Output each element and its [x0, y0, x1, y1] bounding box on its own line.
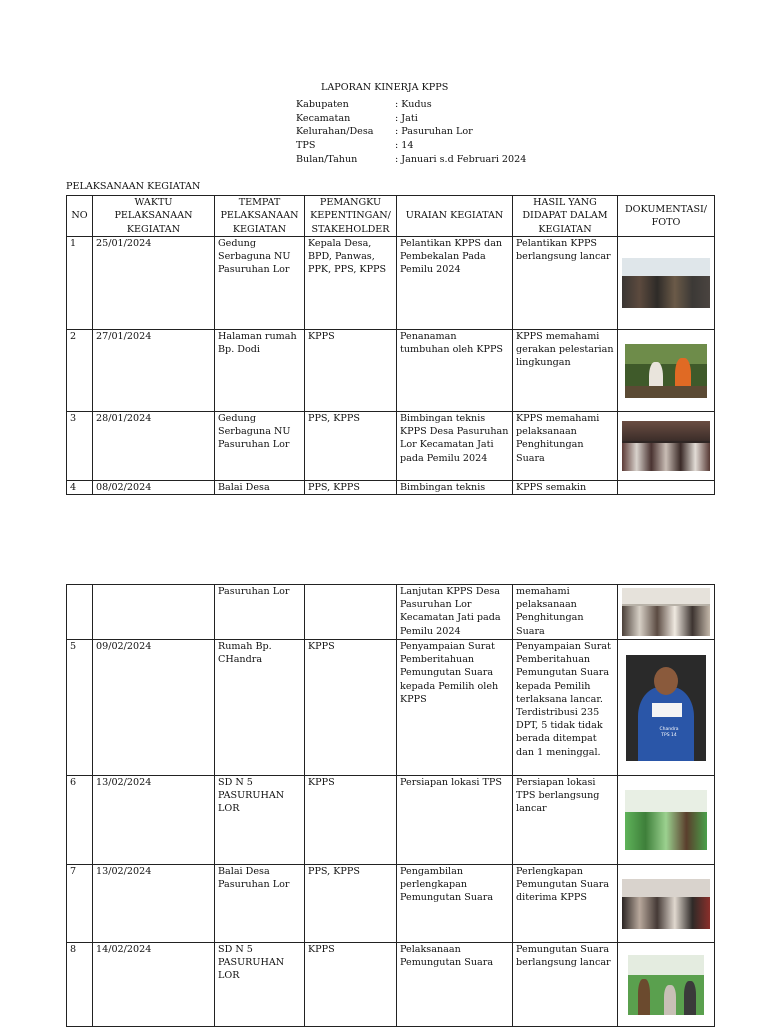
meta-value: : Januari s.d Februari 2024 — [395, 154, 527, 165]
cell-hasil: memahami pelaksanaan Penghitungan Suara — [513, 585, 618, 640]
cell-waktu: 09/02/2024 — [93, 640, 215, 776]
cell-pemangku: PPS, KPPS — [305, 412, 397, 481]
report-title: LAPORAN KINERJA KPPS — [321, 82, 449, 93]
table-row — [67, 776, 715, 865]
cell-waktu: 28/01/2024 — [93, 412, 215, 481]
cell-foto — [618, 330, 715, 412]
meta-label: TPS — [296, 140, 316, 151]
cell-waktu: 14/02/2024 — [93, 943, 215, 1027]
cell-waktu: 25/01/2024 — [93, 237, 215, 330]
meta-label: Bulan/Tahun — [296, 154, 358, 165]
header-dokumentasi: DOKUMENTASI/ FOTO — [618, 196, 715, 237]
cell-waktu — [93, 585, 215, 640]
meta-label: Kecamatan — [296, 113, 351, 124]
table-row — [67, 237, 715, 330]
photo-pengambilan-logistik — [622, 879, 710, 929]
table-row — [67, 412, 715, 481]
table-row — [67, 865, 715, 943]
cell-hasil: KPPS memahami pelaksanaan Penghitungan Suara — [513, 412, 618, 481]
cell-uraian: Pengambilan perlengkapan Pemungutan Suara — [397, 865, 513, 943]
cell-no: 1 — [67, 237, 93, 330]
cell-hasil: Persiapan lokasi TPS berlangsung lancar — [513, 776, 618, 865]
table-row — [67, 481, 715, 495]
table-header-row — [67, 196, 715, 237]
cell-no: 4 — [67, 481, 93, 495]
cell-no: 3 — [67, 412, 93, 481]
meta-value: : Pasuruhan Lor — [395, 126, 473, 137]
cell-tempat: Gedung Serbaguna NU Pasuruhan Lor — [215, 237, 305, 330]
cell-no: 5 — [67, 640, 93, 776]
meta-value: : Kudus — [395, 99, 432, 110]
cell-hasil: Penyampaian Surat Pemberitahuan Pemungutan Suara kepada Pemilih terlaksana lancar. Terdistribusi 235 DPT, 5 tidak tidak berada ditempat dan 1 meninggal. — [513, 640, 618, 776]
header-no: NO — [67, 196, 93, 237]
table-row — [67, 330, 715, 412]
section-label: PELAKSANAAN KEGIATAN — [66, 181, 201, 192]
photo-bimtek-lanjutan — [622, 588, 710, 636]
cell-waktu: 27/01/2024 — [93, 330, 215, 412]
table-row — [67, 943, 715, 1027]
cell-hasil: Perlengkapan Pemungutan Suara diterima KPPS — [513, 865, 618, 943]
cell-waktu: 08/02/2024 — [93, 481, 215, 495]
cell-hasil: Pemungutan Suara berlangsung lancar — [513, 943, 618, 1027]
cell-uraian: Persiapan lokasi TPS — [397, 776, 513, 865]
cell-pemangku — [305, 585, 397, 640]
meta-label: Kabupaten — [296, 99, 349, 110]
cell-pemangku: PPS, KPPS — [305, 865, 397, 943]
cell-tempat: Rumah Bp. CHandra — [215, 640, 305, 776]
cell-pemangku: KPPS — [305, 640, 397, 776]
cell-uraian: Pelaksanaan Pemungutan Suara — [397, 943, 513, 1027]
header-hasil: HASIL YANG DIDAPAT DALAM KEGIATAN — [513, 196, 618, 237]
activity-table-page2 — [66, 584, 715, 1027]
meta-label: Kelurahan/Desa — [296, 126, 374, 137]
table-row — [67, 585, 715, 640]
cell-tempat: Balai Desa — [215, 481, 305, 495]
cell-no: 7 — [67, 865, 93, 943]
cell-foto — [618, 585, 715, 640]
meta-value: : 14 — [395, 140, 414, 151]
tps-sign: Chandra TPS 14 — [659, 726, 679, 738]
cell-foto — [618, 237, 715, 330]
cell-no: 6 — [67, 776, 93, 865]
cell-uraian: Bimbingan teknis — [397, 481, 513, 495]
cell-uraian: Bimbingan teknis KPPS Desa Pasuruhan Lor Kecamatan Jati pada Pemilu 2024 — [397, 412, 513, 481]
cell-tempat: Pasuruhan Lor — [215, 585, 305, 640]
cell-hasil: KPPS memahami gerakan pelestarian lingkungan — [513, 330, 618, 412]
activity-table-page1 — [66, 195, 715, 495]
photo-pemungutan-suara — [628, 955, 704, 1015]
cell-uraian: Penyampaian Surat Pemberitahuan Pemungutan Suara kepada Pemilih oleh KPPS — [397, 640, 513, 776]
cell-uraian: Pelantikan KPPS dan Pembekalan Pada Pemilu 2024 — [397, 237, 513, 330]
header-pemangku: PEMANGKU KEPENTINGAN/ STAKEHOLDER — [305, 196, 397, 237]
cell-waktu: 13/02/2024 — [93, 865, 215, 943]
cell-tempat: Gedung Serbaguna NU Pasuruhan Lor — [215, 412, 305, 481]
photo-persiapan-tps — [625, 790, 707, 850]
cell-hasil: Pelantikan KPPS berlangsung lancar — [513, 237, 618, 330]
photo-penanaman — [625, 344, 707, 398]
cell-pemangku: KPPS — [305, 330, 397, 412]
photo-surat-pemberitahuan — [626, 655, 706, 761]
cell-tempat: SD N 5 PASURUHAN LOR — [215, 943, 305, 1027]
meta-value: : Jati — [395, 113, 418, 124]
cell-no: 2 — [67, 330, 93, 412]
photo-pelantikan — [622, 258, 710, 308]
cell-tempat: Halaman rumah Bp. Dodi — [215, 330, 305, 412]
table-row — [67, 640, 715, 776]
cell-tempat: Balai Desa Pasuruhan Lor — [215, 865, 305, 943]
cell-foto — [618, 865, 715, 943]
cell-foto — [618, 640, 715, 776]
cell-foto — [618, 481, 715, 495]
header-uraian: URAIAN KEGIATAN — [397, 196, 513, 237]
cell-foto — [618, 412, 715, 481]
header-tempat: TEMPAT PELAKSANAAN KEGIATAN — [215, 196, 305, 237]
cell-pemangku: KPPS — [305, 776, 397, 865]
cell-pemangku: KPPS — [305, 943, 397, 1027]
cell-no: 8 — [67, 943, 93, 1027]
cell-pemangku: Kepala Desa, BPD, Panwas, PPK, PPS, KPPS — [305, 237, 397, 330]
cell-foto — [618, 776, 715, 865]
cell-pemangku: PPS, KPPS — [305, 481, 397, 495]
cell-hasil: KPPS semakin — [513, 481, 618, 495]
cell-no — [67, 585, 93, 640]
photo-bimtek — [622, 421, 710, 471]
cell-tempat: SD N 5 PASURUHAN LOR — [215, 776, 305, 865]
cell-uraian: Lanjutan KPPS Desa Pasuruhan Lor Kecamatan Jati pada Pemilu 2024 — [397, 585, 513, 640]
header-waktu: WAKTU PELAKSANAAN KEGIATAN — [93, 196, 215, 237]
cell-uraian: Penanaman tumbuhan oleh KPPS — [397, 330, 513, 412]
cell-waktu: 13/02/2024 — [93, 776, 215, 865]
cell-foto — [618, 943, 715, 1027]
